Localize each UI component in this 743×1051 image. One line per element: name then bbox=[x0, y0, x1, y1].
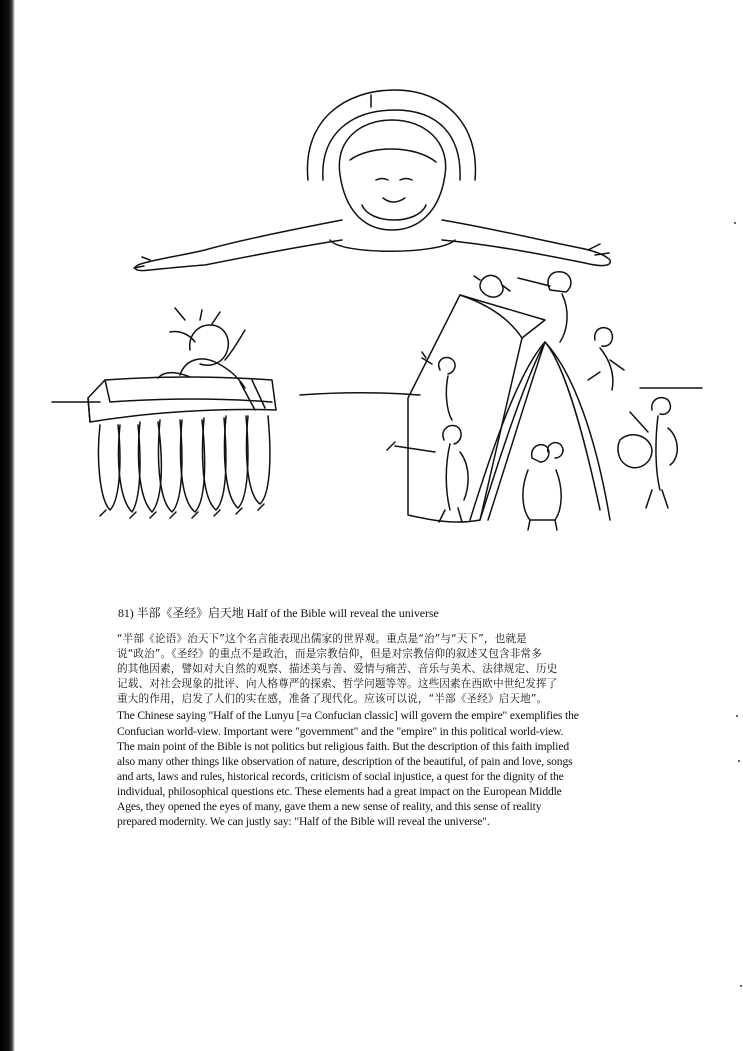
scene-open-book-world bbox=[387, 272, 677, 530]
trumpet-figure bbox=[387, 426, 468, 522]
english-line: The Chinese saying "Half of the Lunyu [=a Confucian classic] will govern the empire" exemplifies the bbox=[117, 709, 579, 723]
bird bbox=[474, 275, 510, 297]
illustration-bible-reveals-universe bbox=[40, 80, 710, 540]
scan-page-edge bbox=[0, 0, 15, 1051]
english-line: prepared modernity. We can justly say: "Half of the Bible will reveal the universe". bbox=[117, 815, 490, 829]
english-line: Ages, they opened the eyes of many, gave them a new sense of reality, and this sense of reality bbox=[117, 800, 542, 814]
english-line: and arts, laws and rules, historical records, criticism of social injustice, a quest for the dignity of the bbox=[117, 769, 564, 783]
scan-speck bbox=[736, 715, 738, 717]
climbing-figure bbox=[588, 328, 624, 390]
painter-figure bbox=[630, 398, 677, 490]
telescope-figure bbox=[518, 272, 571, 342]
chinese-line: 记载、对社会现象的批评、向人格尊严的探索、哲学问题等等。这些因素在西欧中世纪发挥了 bbox=[117, 678, 558, 691]
english-line: The main point of the Bible is not politics but religious faith. But the description of this faith implied bbox=[117, 739, 569, 753]
left-arm bbox=[135, 220, 342, 271]
carriers bbox=[98, 416, 269, 518]
open-book-tent bbox=[470, 342, 600, 520]
singer-figure bbox=[422, 352, 455, 420]
english-line: also many other things like observation of nature, description of the beautiful, of pain and love, songs bbox=[117, 754, 573, 768]
chinese-line: 重大的作用，启发了人们的实在感，准备了现代化。应该可以说，“半部《圣经》启天地”。 bbox=[117, 693, 548, 706]
embracing-couple bbox=[523, 443, 563, 530]
english-line: Confucian world-view. Important were "government" and the "empire" in this political world-view. bbox=[117, 724, 564, 738]
chinese-paragraph bbox=[117, 632, 637, 707]
figure-caption: 81) 半部《圣经》启天地 Half of the Bible will reveal the universe bbox=[118, 606, 439, 620]
horizon-right bbox=[300, 388, 702, 395]
chinese-line: 说“政治”。《圣经》的重点不是政治，而是宗教信仰，但是对宗教信仰的叙述又包含非常多 bbox=[117, 648, 542, 661]
right-arm bbox=[442, 220, 610, 266]
description-text bbox=[117, 632, 637, 829]
english-line: individual, philosophical questions etc. These elements had a great impact on the European Middle bbox=[117, 784, 562, 798]
scan-speck bbox=[740, 985, 742, 987]
palette bbox=[618, 435, 652, 468]
english-paragraph bbox=[117, 708, 637, 829]
chinese-line: “半部《论语》治天下”这个名言能表现出儒家的世界观。重点是“治”与“天下”，也就是 bbox=[117, 633, 527, 645]
divine-figure-with-halo bbox=[134, 90, 610, 271]
chinese-line: 的其他因素，譬如对大自然的观察、描述美与善、爱情与痛苦、音乐与美术、法律规定、历史 bbox=[117, 663, 558, 676]
tilted-book bbox=[408, 295, 522, 522]
head bbox=[339, 120, 445, 230]
scan-speck bbox=[734, 222, 736, 224]
scene-figure-on-book bbox=[88, 308, 276, 518]
scan-speck bbox=[738, 760, 740, 762]
